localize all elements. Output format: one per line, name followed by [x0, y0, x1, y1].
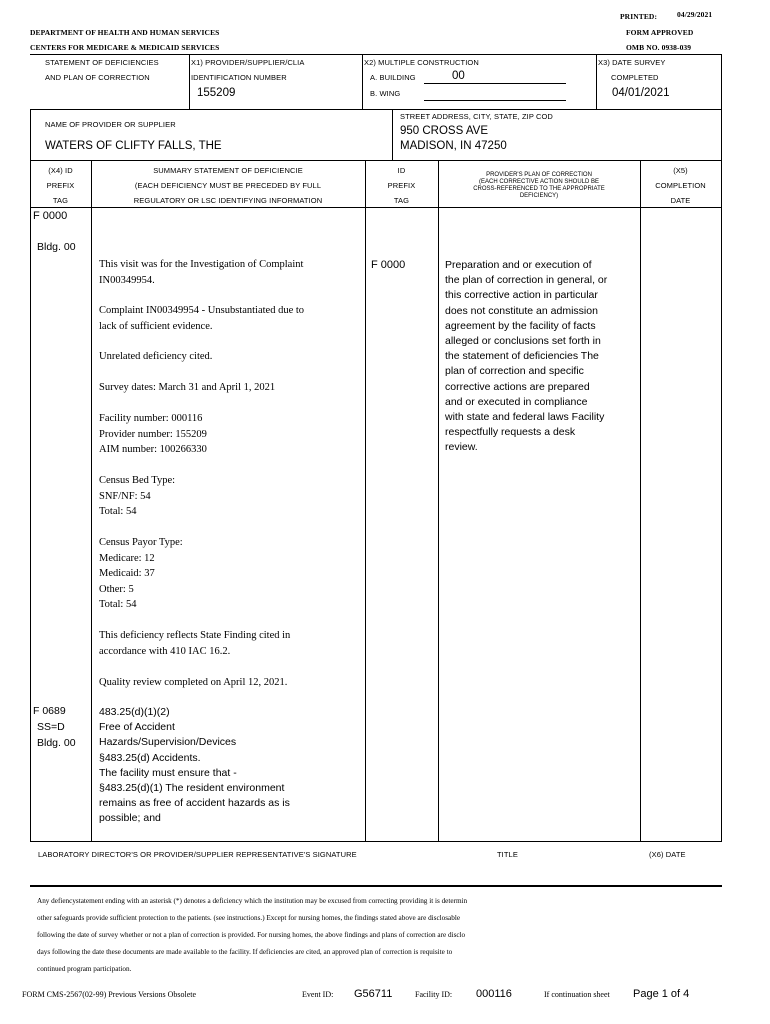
table-col-3 [438, 160, 439, 841]
provider-left-edge [30, 109, 31, 160]
id-header-3: TAG [393, 196, 410, 205]
address-label: STREET ADDRESS, CITY, STATE, ZIP COD [400, 112, 553, 121]
box-right-edge [721, 55, 722, 160]
table-left-edge [30, 160, 31, 841]
box-divider-1 [189, 55, 190, 109]
building-label: A. BUILDING [370, 73, 416, 82]
box-divider-3 [596, 55, 597, 109]
id-header-2: PREFIX [387, 181, 416, 190]
form-approved: FORM APPROVED [626, 28, 694, 37]
box-top-rule [30, 54, 722, 55]
x5-header-3: DATE [670, 196, 691, 205]
date-label: (X6) DATE [649, 850, 686, 859]
x4-header-2: PREFIX [46, 181, 75, 190]
provider-bottom-rule [30, 160, 722, 161]
provider-top-rule [30, 109, 722, 110]
x1-label-1: X1) PROVIDER/SUPPLIER/CLIA [191, 58, 305, 67]
x3-label-1: X3) DATE SURVEY [598, 58, 666, 67]
summary-paragraph: Facility number: 000116 Provider number: 155209 AIM number: 100266330 [99, 413, 207, 455]
tag-prefix-2: F 0689 [33, 705, 66, 717]
table-bottom-rule [30, 841, 722, 842]
summary-paragraph: This visit was for the Investigation of Complaint IN00349954. [99, 259, 304, 286]
plan-header-4: DEFICIENCY) [519, 193, 559, 199]
building-tag-1: Bldg. 00 [37, 241, 76, 253]
title-label: TITLE [497, 850, 518, 859]
signature-rule [30, 885, 722, 887]
table-col-2 [365, 160, 366, 841]
table-header-rule [30, 207, 722, 208]
x4-header-1: (X4) ID [48, 166, 73, 175]
provider-name: WATERS OF CLIFTY FALLS, THE [45, 140, 222, 152]
id-header-1: ID [397, 166, 406, 175]
event-id-value: G56711 [354, 988, 393, 1000]
facility-id-value: 000116 [476, 988, 512, 1000]
survey-completed-date: 04/01/2021 [612, 87, 670, 99]
summary-f0689: 483.25(d)(1)(2) Free of Accident Hazards/Supervision/Devices §483.25(d) Accidents. The facility must ensure that - §483.25(d)(1) The resident environment remains as free of accident hazards as is possible; and [99, 706, 290, 825]
signature-label: LABORATORY DIRECTOR'S OR PROVIDER/SUPPLIER REPRESENTATIVE'S SIGNATURE [38, 850, 357, 859]
building-tag-2: Bldg. 00 [37, 737, 76, 749]
department-name: DEPARTMENT OF HEALTH AND HUMAN SERVICES [30, 28, 220, 37]
printed-date: 04/29/2021 [677, 10, 713, 19]
table-col-1 [91, 160, 92, 841]
address-divider [392, 109, 393, 160]
summary-paragraph: Census Bed Type: SNF/NF: 54 Total: 54 [99, 475, 176, 517]
summary-paragraph: This deficiency reflects State Finding cited in accordance with 410 IAC 16.2. [99, 630, 291, 657]
summary-paragraph: Complaint IN00349954 - Unsubstantiated due to lack of sufficient evidence. [99, 305, 305, 332]
building-underline [424, 83, 566, 84]
tag-prefix-1: F 0000 [33, 210, 68, 222]
address-line-1: 950 CROSS AVE [400, 125, 488, 137]
printed-label: PRINTED: [620, 12, 658, 21]
wing-label: B. WING [370, 89, 401, 98]
summary-paragraph: Unrelated deficiency cited. [99, 351, 213, 362]
form-number: FORM CMS-2567(02-99) Previous Versions Obsolete [22, 990, 197, 999]
x3-label-2: COMPLETED [611, 73, 659, 82]
event-id-label: Event ID: [302, 990, 334, 999]
table-right-edge [721, 160, 722, 841]
x5-header-1: (X5) [673, 166, 688, 175]
plan-header-3: CROSS-REFERENCED TO THE APPROPRIATE [473, 186, 605, 192]
disclosure-footnote: Any defiencystatement ending with an asterisk (*) denotes a deficiency which the institution may be excused from correcting providing it is determin other safeguards provide sufficient protection to the patients. (see instructions.) Except for nursing homes, the findings stated above are disclosable following the date of survey whether or not a plan of correction is provided. For nursing homes, the above findings and plans of correction are disclo days following the date these documents are made available to the facility. If deficiencies are cited, an approved plan of correction is requisite to continued program participation. [37, 897, 468, 973]
omb-number: OMB NO. 0938-039 [626, 43, 692, 52]
summary-header-1: SUMMARY STATEMENT OF DEFICIENCIE [153, 166, 303, 175]
id-prefix-tag-1: F 0000 [371, 259, 406, 271]
statement-label-2: AND PLAN OF CORRECTION [45, 73, 150, 82]
address-line-2: MADISON, IN 47250 [400, 140, 507, 152]
table-col-4 [640, 160, 641, 841]
plan-of-correction-text: Preparation and or execution of the plan of correction in general, or this corrective action in particular does not constitute an admission agreement by the facility of facts alleged or conclusions set forth in the statement of deficiencies The plan of correction and specific corrective actions are prepared and or executed in compliance with state and federal laws Facility respectfully requests a desk review. [445, 259, 608, 454]
facility-id-label: Facility ID: [415, 990, 453, 999]
centers-name: CENTERS FOR MEDICARE & MEDICAID SERVICES [30, 43, 220, 52]
plan-header-1: PROVIDER'S PLAN OF CORRECTION [486, 172, 592, 178]
summary-paragraph: Survey dates: March 31 and April 1, 2021 [99, 382, 276, 393]
plan-header-2: (EACH CORRECTIVE ACTION SHOULD BE [478, 179, 600, 185]
statement-label-1: STATEMENT OF DEFICIENCIES [45, 58, 159, 67]
plan-header [438, 172, 640, 200]
box-divider-2 [362, 55, 363, 109]
continuation-label: If continuation sheet [544, 990, 610, 999]
summary-paragraph: Census Payor Type: Medicare: 12 Medicaid: 37 Other: 5 Total: 54 [99, 537, 183, 610]
x1-label-2: IDENTIFICATION NUMBER [191, 73, 287, 82]
x4-header-3: TAG [52, 196, 69, 205]
summary-paragraph: Quality review completed on April 12, 2021. [99, 677, 288, 688]
scope-severity: SS=D [37, 721, 65, 733]
wing-underline [424, 100, 566, 101]
page-number: Page 1 of 4 [633, 988, 690, 1000]
summary-header-3: REGULATORY OR LSC IDENTIFYING INFORMATION [133, 196, 323, 205]
provider-number: 155209 [197, 87, 236, 99]
x2-label: X2) MULTIPLE CONSTRUCTION [364, 58, 479, 67]
x5-header-2: COMPLETION [655, 181, 706, 190]
building-value: 00 [452, 70, 465, 82]
summary-header-2: (EACH DEFICIENCY MUST BE PRECEDED BY FULL [134, 181, 322, 190]
provider-name-label: NAME OF PROVIDER OR SUPPLIER [45, 120, 176, 129]
